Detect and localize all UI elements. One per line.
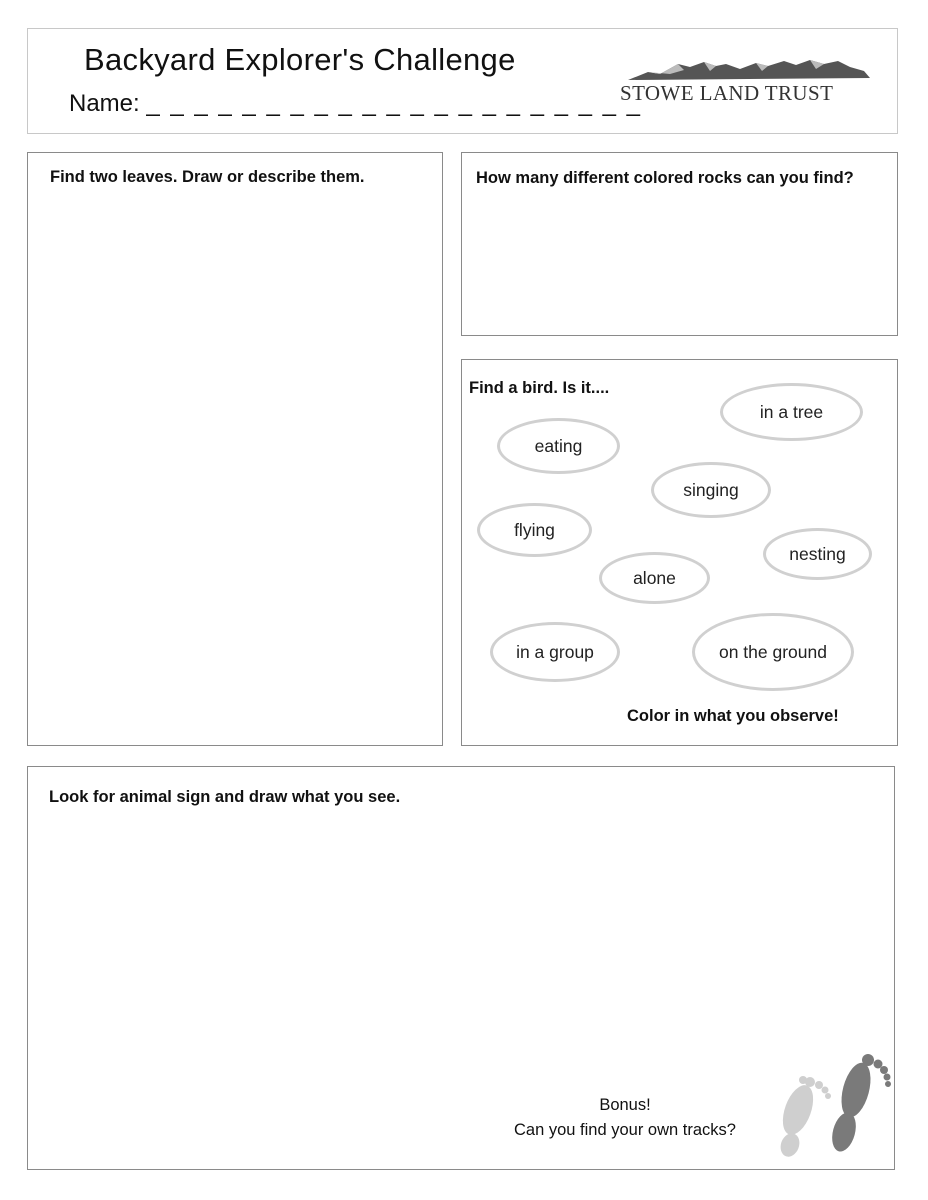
name-label: Name: bbox=[69, 90, 140, 117]
bonus-question: Can you find your own tracks? bbox=[514, 1121, 736, 1139]
bird-option-alone[interactable]: alone bbox=[599, 552, 710, 604]
leaves-box[interactable] bbox=[27, 152, 443, 746]
logo-text: STOWE LAND TRUST bbox=[620, 81, 834, 105]
bird-option-flying[interactable]: flying bbox=[477, 503, 592, 557]
dark-footprint-icon bbox=[828, 1054, 891, 1154]
bird-prompt: Find a bird. Is it.... bbox=[469, 379, 610, 397]
bird-option-eating[interactable]: eating bbox=[497, 418, 620, 474]
light-footprint-icon bbox=[777, 1076, 831, 1159]
bird-option-in-a-group[interactable]: in a group bbox=[490, 622, 620, 682]
leaves-prompt: Find two leaves. Draw or describe them. bbox=[50, 168, 365, 186]
bird-footer: Color in what you observe! bbox=[627, 707, 839, 725]
bonus-title: Bonus! bbox=[599, 1096, 651, 1114]
bird-option-nesting[interactable]: nesting bbox=[763, 528, 872, 580]
bird-option-singing[interactable]: singing bbox=[651, 462, 771, 518]
name-field[interactable] bbox=[69, 90, 642, 118]
page-title: Backyard Explorer's Challenge bbox=[84, 42, 516, 77]
bird-option-on-the-ground[interactable]: on the ground bbox=[692, 613, 854, 691]
footprints-icon bbox=[768, 1050, 898, 1165]
animal-sign-prompt: Look for animal sign and draw what you see. bbox=[49, 788, 401, 806]
bird-option-in-a-tree[interactable]: in a tree bbox=[720, 383, 863, 441]
rocks-prompt: How many different colored rocks can you find? bbox=[476, 169, 854, 187]
name-blanks: _ _ _ _ _ _ _ _ _ _ _ _ _ _ _ _ _ _ _ _ _ bbox=[146, 90, 643, 117]
bonus-block bbox=[480, 1093, 770, 1143]
